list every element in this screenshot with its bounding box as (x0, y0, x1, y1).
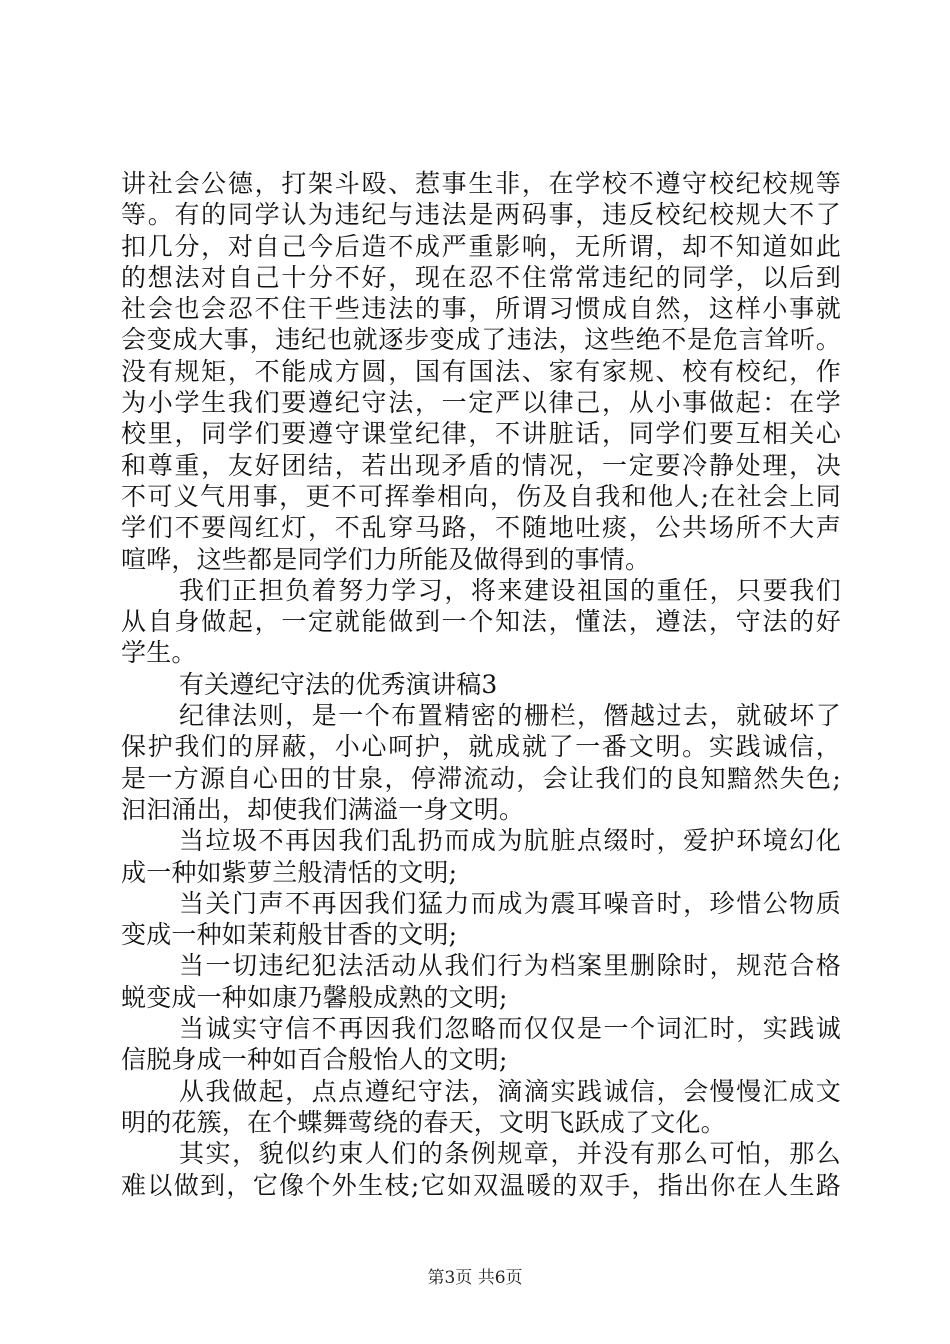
text-line: 校里，同学们要遵守课堂纪律，不讲脏话，同学们要互相关心 (121, 419, 841, 449)
text-line: 喧哗，这些都是同学们力所能及做得到的事情。 (121, 544, 651, 574)
text-line: 纪律法则，是一个布置精密的栅栏，僭越过去，就破坏了 (179, 701, 841, 731)
text-line: 成一种如紫萝兰般清恬的文明; (121, 857, 458, 887)
text-line: 社会也会忍不住干些违法的事，所谓习惯成自然，这样小事就 (121, 294, 841, 324)
text-line: 学们不要闯红灯，不乱穿马路，不随地吐痰，公共场所不大声 (121, 513, 841, 543)
text-line: 不可义气用事，更不可挥拳相向，伤及自我和他人;在社会上同 (121, 481, 841, 511)
text-line: 变成一种如茉莉般甘香的文明; (121, 920, 458, 950)
text-line: 从我做起，点点遵纪守法，滴滴实践诚信，会慢慢汇成文 (179, 1076, 841, 1106)
text-line: 从自身做起，一定就能做到一个知法，懂法，遵法，守法的好 (121, 607, 841, 637)
page-footer: 第3页 共6页 (427, 1268, 523, 1288)
text-line: 会变成大事，违纪也就逐步变成了违法，这些绝不是危言耸听。 (121, 325, 841, 355)
body-text (121, 168, 841, 1201)
text-line: 的想法对自己十分不好，现在忍不住常常违纪的同学，以后到 (121, 262, 841, 292)
text-line: 有关遵纪守法的优秀演讲稿3 (179, 669, 498, 699)
text-line: 我们正担负着努力学习，将来建设祖国的重任，只要我们 (179, 575, 841, 605)
text-line: 当诚实守信不再因我们忽略而仅仅是一个词汇时，实践诚 (179, 1014, 841, 1044)
text-line: 信脱身成一种如百合般怡人的文明; (121, 1045, 508, 1075)
text-line: 保护我们的屏蔽，小心呵护，就成就了一番文明。实践诚信， (121, 732, 841, 762)
text-line: 当一切违纪犯法活动从我们行为档案里删除时，规范合格 (179, 951, 841, 981)
text-line: 等。有的同学认为违纪与违法是两码事，违反校纪校规大不了 (121, 200, 841, 230)
text-line: 蜕变成一种如康乃馨般成熟的文明; (121, 982, 508, 1012)
text-line: 和尊重，友好团结，若出现矛盾的情况，一定要冷静处理，决 (121, 450, 841, 480)
text-line: 学生。 (121, 638, 197, 668)
text-line: 其实，貌似约束人们的条例规章，并没有那么可怕，那么 (179, 1139, 841, 1169)
text-line: 当垃圾不再因我们乱扔而成为肮脏点缀时，爱护环境幻化 (179, 826, 841, 856)
text-line: 讲社会公德，打架斗殴、惹事生非，在学校不遵守校纪校规等 (121, 169, 841, 198)
text-line: 是一方源自心田的甘泉，停滞流动，会让我们的良知黯然失色; (121, 763, 841, 793)
text-line: 没有规矩，不能成方圆，国有国法、家有家规、校有校纪，作 (121, 356, 841, 386)
text-line: 难以做到，它像个外生枝;它如双温暖的双手，指出你在人生路 (121, 1170, 841, 1200)
text-line: 当关门声不再因我们猛力而成为震耳噪音时，珍惜公物质 (179, 888, 841, 918)
text-line: 汩汩涌出，却使我们满溢一身文明。 (121, 794, 525, 824)
text-line: 明的花簇，在个蝶舞莺绕的春天，文明飞跃成了文化。 (121, 1107, 726, 1137)
text-line: 为小学生我们要遵纪守法，一定严以律己，从小事做起：在学 (121, 388, 841, 418)
text-line: 扣几分，对自己今后造不成严重影响，无所谓，却不知道如此 (121, 231, 841, 261)
